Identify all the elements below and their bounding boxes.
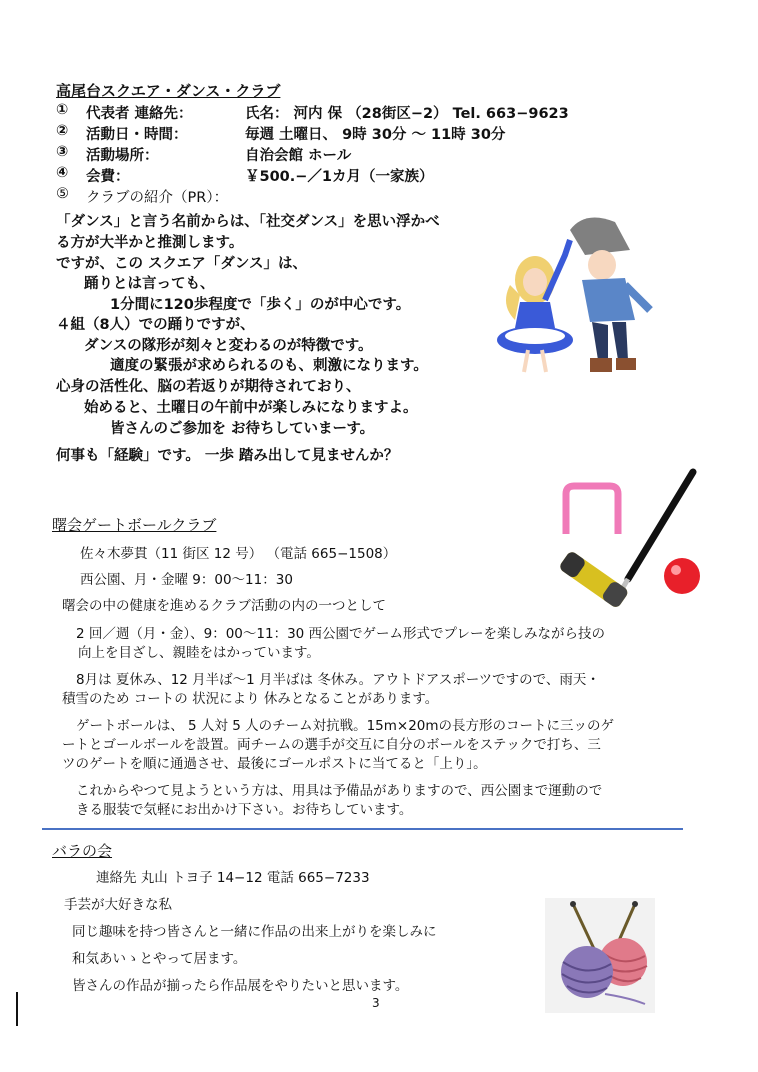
page-number: 3 [372, 996, 380, 1010]
gateball-para-line: 8月は 夏休み、12 月半ば〜1 月半ばは 冬休み。アウトドアスポーツですので、雨天・ [76, 672, 600, 688]
gateball-para-line: 向上を目ざし、親睦をはかっています。 [78, 645, 320, 661]
margin-bar [16, 992, 18, 1026]
pr-line: 踊りとは言っても、 [84, 276, 215, 292]
square-dance-title: 高尾台スクエア・ダンス・クラブ [56, 82, 281, 100]
info-row-label: 代表者 連絡先： [86, 106, 193, 122]
section-divider [42, 828, 683, 830]
info-row-num: ③ [56, 144, 69, 160]
gateball-para-line: 積雪のため コートの 状況により 休みとなることがあります。 [62, 691, 439, 707]
info-row-label: 活動日・時間： [86, 127, 188, 143]
info-row-value: 毎週 土曜日、 9時 30分 ～ 11時 30分 [245, 127, 506, 143]
gateball-intro: 曙会の中の健康を進めるクラブ活動の内の一つとして [62, 598, 386, 614]
gateball-mallet-icon [548, 464, 708, 614]
square-dancers-icon [490, 210, 660, 380]
pr-line: 始めると、土曜日の午前中が楽しみになりますよ。 [84, 400, 418, 416]
info-row-value: 氏名： 河内 保 （28街区−2） Tel. 663−9623 [245, 106, 569, 122]
pr-line: 「ダンス」と言う名前からは、「社交ダンス」を思い浮かべ [56, 214, 440, 230]
bara-contact: 連絡先 丸山 トヨ子 14−12 電話 665−7233 [96, 870, 370, 886]
gateball-title: 曙会ゲートボールクラブ [52, 516, 217, 534]
gateball-para-line: ゲートボールは、 5 人対 5 人のチーム対抗戦。15m×20mの長方形のコートに三ッのゲ [76, 718, 615, 734]
gateball-para-line: これからやつて見ようという方は、用具は予備品がありますので、西公園まで運動ので [76, 783, 603, 799]
pr-line: ４組（8人）での踊りですが、 [56, 317, 255, 333]
pr-line: 皆さんのご参加を お待ちしていまーす。 [110, 421, 375, 437]
gateball-para-line: 2 回／週（月・金）、9：00〜11：30 西公園でゲーム形式でプレーを楽しみながら技の [76, 626, 606, 642]
bara-line: 手芸が大好きな私 [64, 897, 172, 913]
info-row-label: クラブの紹介（PR）： [86, 190, 229, 206]
bara-title: バラの会 [52, 842, 113, 860]
info-row-value: ￥500.−／1カ月（一家族） [245, 169, 434, 185]
gateball-contact: 佐々木夢貫（11 街区 12 号） （電話 665−1508） [80, 546, 397, 562]
info-row-value: 自治会館 ホール [245, 148, 352, 164]
bara-line: 同じ趣味を持つ皆さんと一緒に作品の出来上がりを楽しみに [72, 924, 437, 940]
info-row-num: ④ [56, 165, 69, 181]
info-row-num: ⑤ [56, 186, 69, 202]
bara-line: 和気あいゝとやって居ます。 [72, 951, 247, 967]
closing-line: 何事も「経験」です。 一歩 踏み出して見ませんか？ [56, 448, 399, 464]
info-row-label: 活動場所： [86, 148, 159, 164]
bara-line: 皆さんの作品が揃ったら作品展をやりたいと思います。 [72, 978, 409, 994]
gateball-schedule: 西公園、月・金曜 9：00〜11：30 [80, 572, 293, 588]
yarn-balls-icon [545, 898, 655, 1013]
gateball-para-line: きる服装で気軽にお出かけ下さい。お待ちしています。 [76, 802, 413, 818]
gateball-para-line: ツのゲートを順に通過させ、最後にゴールポストに当てると「上り」。 [62, 756, 487, 772]
pr-line: る方が大半かと推測します。 [56, 235, 244, 251]
pr-line: ダンスの隊形が刻々と変わるのが特徴です。 [84, 338, 373, 354]
pr-line: 適度の緊張が求められるのも、刺激になります。 [110, 358, 428, 374]
info-row-num: ① [56, 102, 69, 118]
info-row-label: 会費： [86, 169, 130, 185]
pr-line: 心身の活性化、脳の若返りが期待されており、 [56, 379, 361, 395]
gateball-para-line: ートとゴールボールを設置。両チームの選手が交互に自分のボールをステックで打ち、三 [62, 737, 601, 753]
info-row-num: ② [56, 123, 69, 139]
pr-line: ですが、この スクエア「ダンス」は、 [56, 256, 307, 272]
pr-line: 1分間に120歩程度で「歩く」のが中心です。 [110, 297, 411, 313]
